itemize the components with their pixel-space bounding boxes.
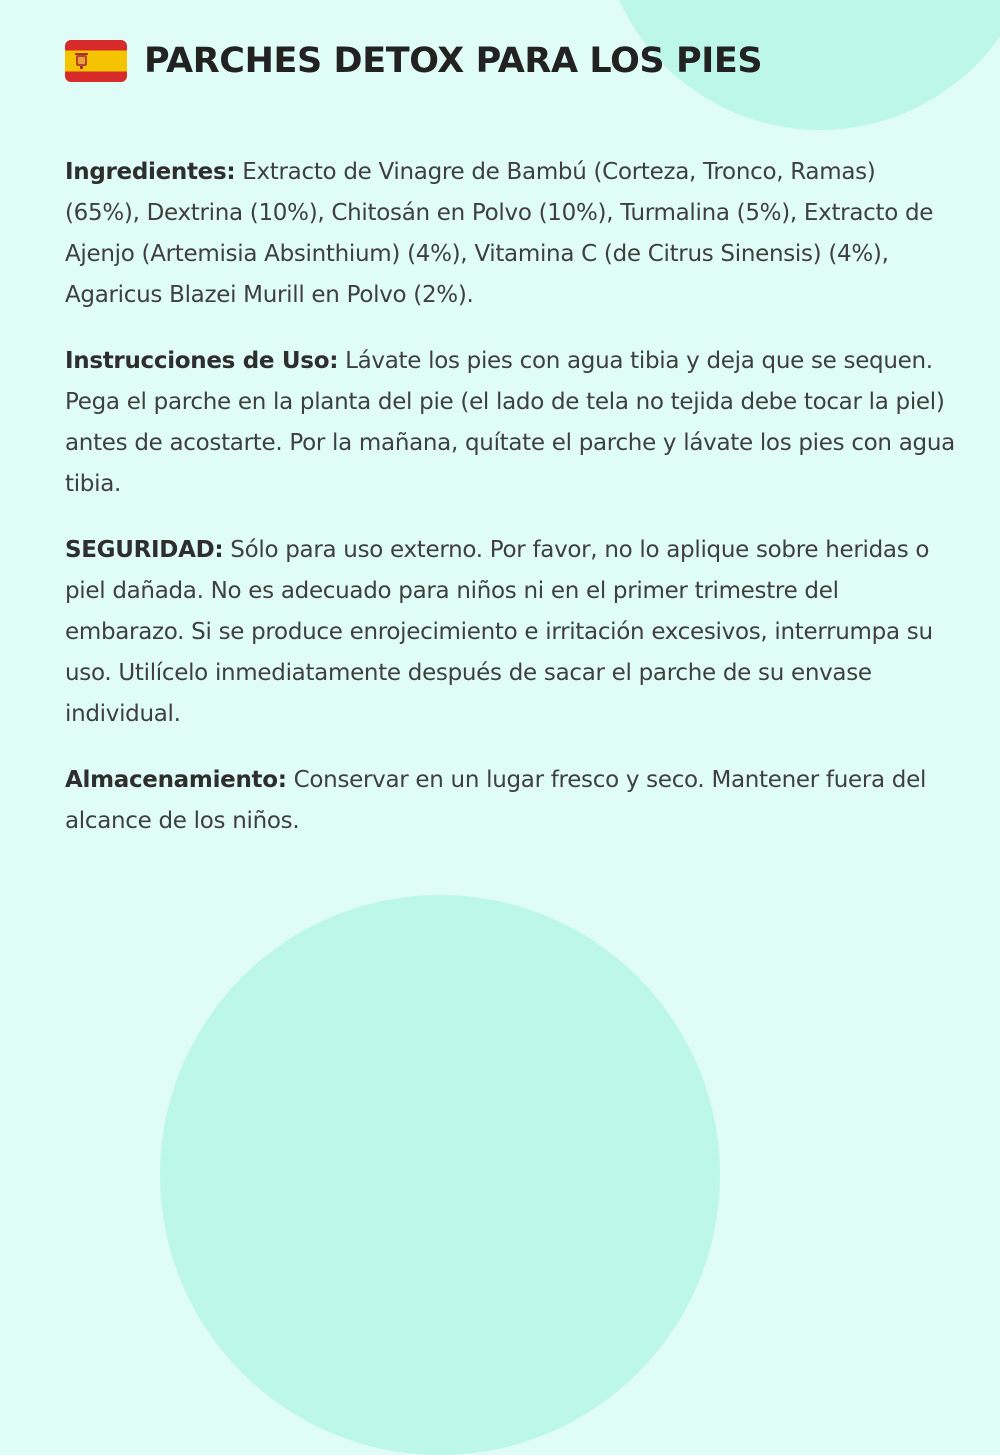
instructions-label: Instrucciones de Uso: xyxy=(65,348,339,374)
ingredients-text: Extracto de Vinagre de Bambú (Corteza, Tronco, Ramas) (65%), Dextrina (10%), Chitosán en Polvo (10%), Turmalina (5%), Extracto de Ajenjo (Artemisia Absinthium) (4%), Vitamina C (de Citrus Sinensis) (4%), Agaricus Blazei Murill en Polvo (2%). xyxy=(65,159,934,308)
ingredients-section xyxy=(65,152,955,316)
storage-label: Almacenamiento: xyxy=(65,767,287,793)
spain-flag-icon xyxy=(65,40,127,82)
safety-label: SEGURIDAD: xyxy=(65,537,224,563)
product-info xyxy=(65,152,955,867)
safety-text: Sólo para uso externo. Por favor, no lo aplique sobre heridas o piel dañada. No es adecuado para niños ni en el primer trimestre del embarazo. Si se produce enrojecimiento e irritación excesivos, interrumpa su uso. Utilícelo inmediatamente después de sacar el parche de su envase individual. xyxy=(65,537,933,727)
decorative-circle-bottom xyxy=(160,895,720,1455)
instructions-text: Lávate los pies con agua tibia y deja que se sequen. Pega el parche en la planta del pie (el lado de tela no tejida debe tocar la piel) antes de acostarte. Por la mañana, quítate el parche y lávate los pies con agua tibia. xyxy=(65,348,955,497)
instructions-section xyxy=(65,341,955,505)
page-header xyxy=(65,40,762,82)
storage-text: Conservar en un lugar fresco y seco. Mantener fuera del alcance de los niños. xyxy=(65,767,927,834)
ingredients-label: Ingredientes: xyxy=(65,159,236,185)
coat-of-arms-icon xyxy=(75,53,88,69)
page-title: PARCHES DETOX PARA LOS PIES xyxy=(144,41,763,81)
storage-section xyxy=(65,760,955,842)
safety-section xyxy=(65,530,955,735)
